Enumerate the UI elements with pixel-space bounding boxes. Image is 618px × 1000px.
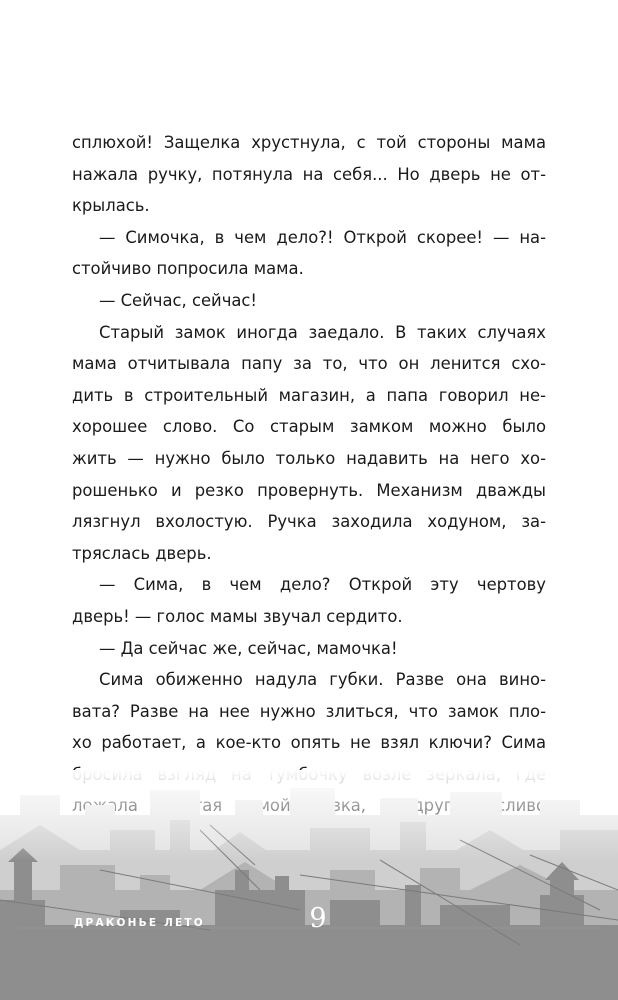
text-line: крылась. bbox=[72, 196, 150, 216]
text-line: мама отчитывала папу за то, что он ленится схо- bbox=[72, 354, 546, 374]
text-line: стойчиво попросила мама. bbox=[72, 259, 304, 279]
text-line: хорошее слово. Со старым замком можно было bbox=[72, 417, 546, 437]
page-number: 9 bbox=[309, 903, 327, 934]
text-line: тряслась дверь. bbox=[72, 543, 212, 563]
text-line: — Симочка, в чем дело?! Открой скорее! — на- bbox=[99, 227, 546, 247]
text-line: лязгнул вхолостую. Ручка заходила ходуном, за- bbox=[72, 512, 546, 532]
text-line: хо работает, а кое-кто опять не взял ключи? Сима bbox=[72, 733, 546, 753]
text-line: — Сейчас, сейчас! bbox=[99, 290, 257, 310]
text-line: рошенько и резко провернуть. Механизм дважды bbox=[72, 480, 546, 500]
text-line: — Да сейчас же, сейчас, мамочка! bbox=[99, 638, 398, 658]
text-line: вата? Разве на нее нужно злиться, что замок пло- bbox=[72, 701, 546, 721]
city-skyline-illustration bbox=[0, 770, 618, 1000]
text-line: нажала ручку, потянула на себя... Но дверь не от- bbox=[72, 164, 546, 184]
text-line: Сима обиженно надула губки. Разве она вино- bbox=[99, 670, 546, 690]
text-line: дить в строительный магазин, а папа говорил не- bbox=[72, 385, 546, 405]
text-line: сплюхой! Защелка хрустнула, с той стороны мама bbox=[72, 133, 546, 152]
text-line: Старый замок иногда заедало. В таких случаях bbox=[99, 322, 546, 342]
text-line: дверь! — голос мамы звучал сердито. bbox=[72, 606, 403, 626]
text-line: жить — нужно было только надавить на него хо- bbox=[72, 448, 546, 468]
running-title: ДРАКОНЬЕ ЛЕТО bbox=[74, 917, 205, 929]
text-line: — Сима, в чем дело? Открой эту чертову bbox=[99, 575, 546, 595]
